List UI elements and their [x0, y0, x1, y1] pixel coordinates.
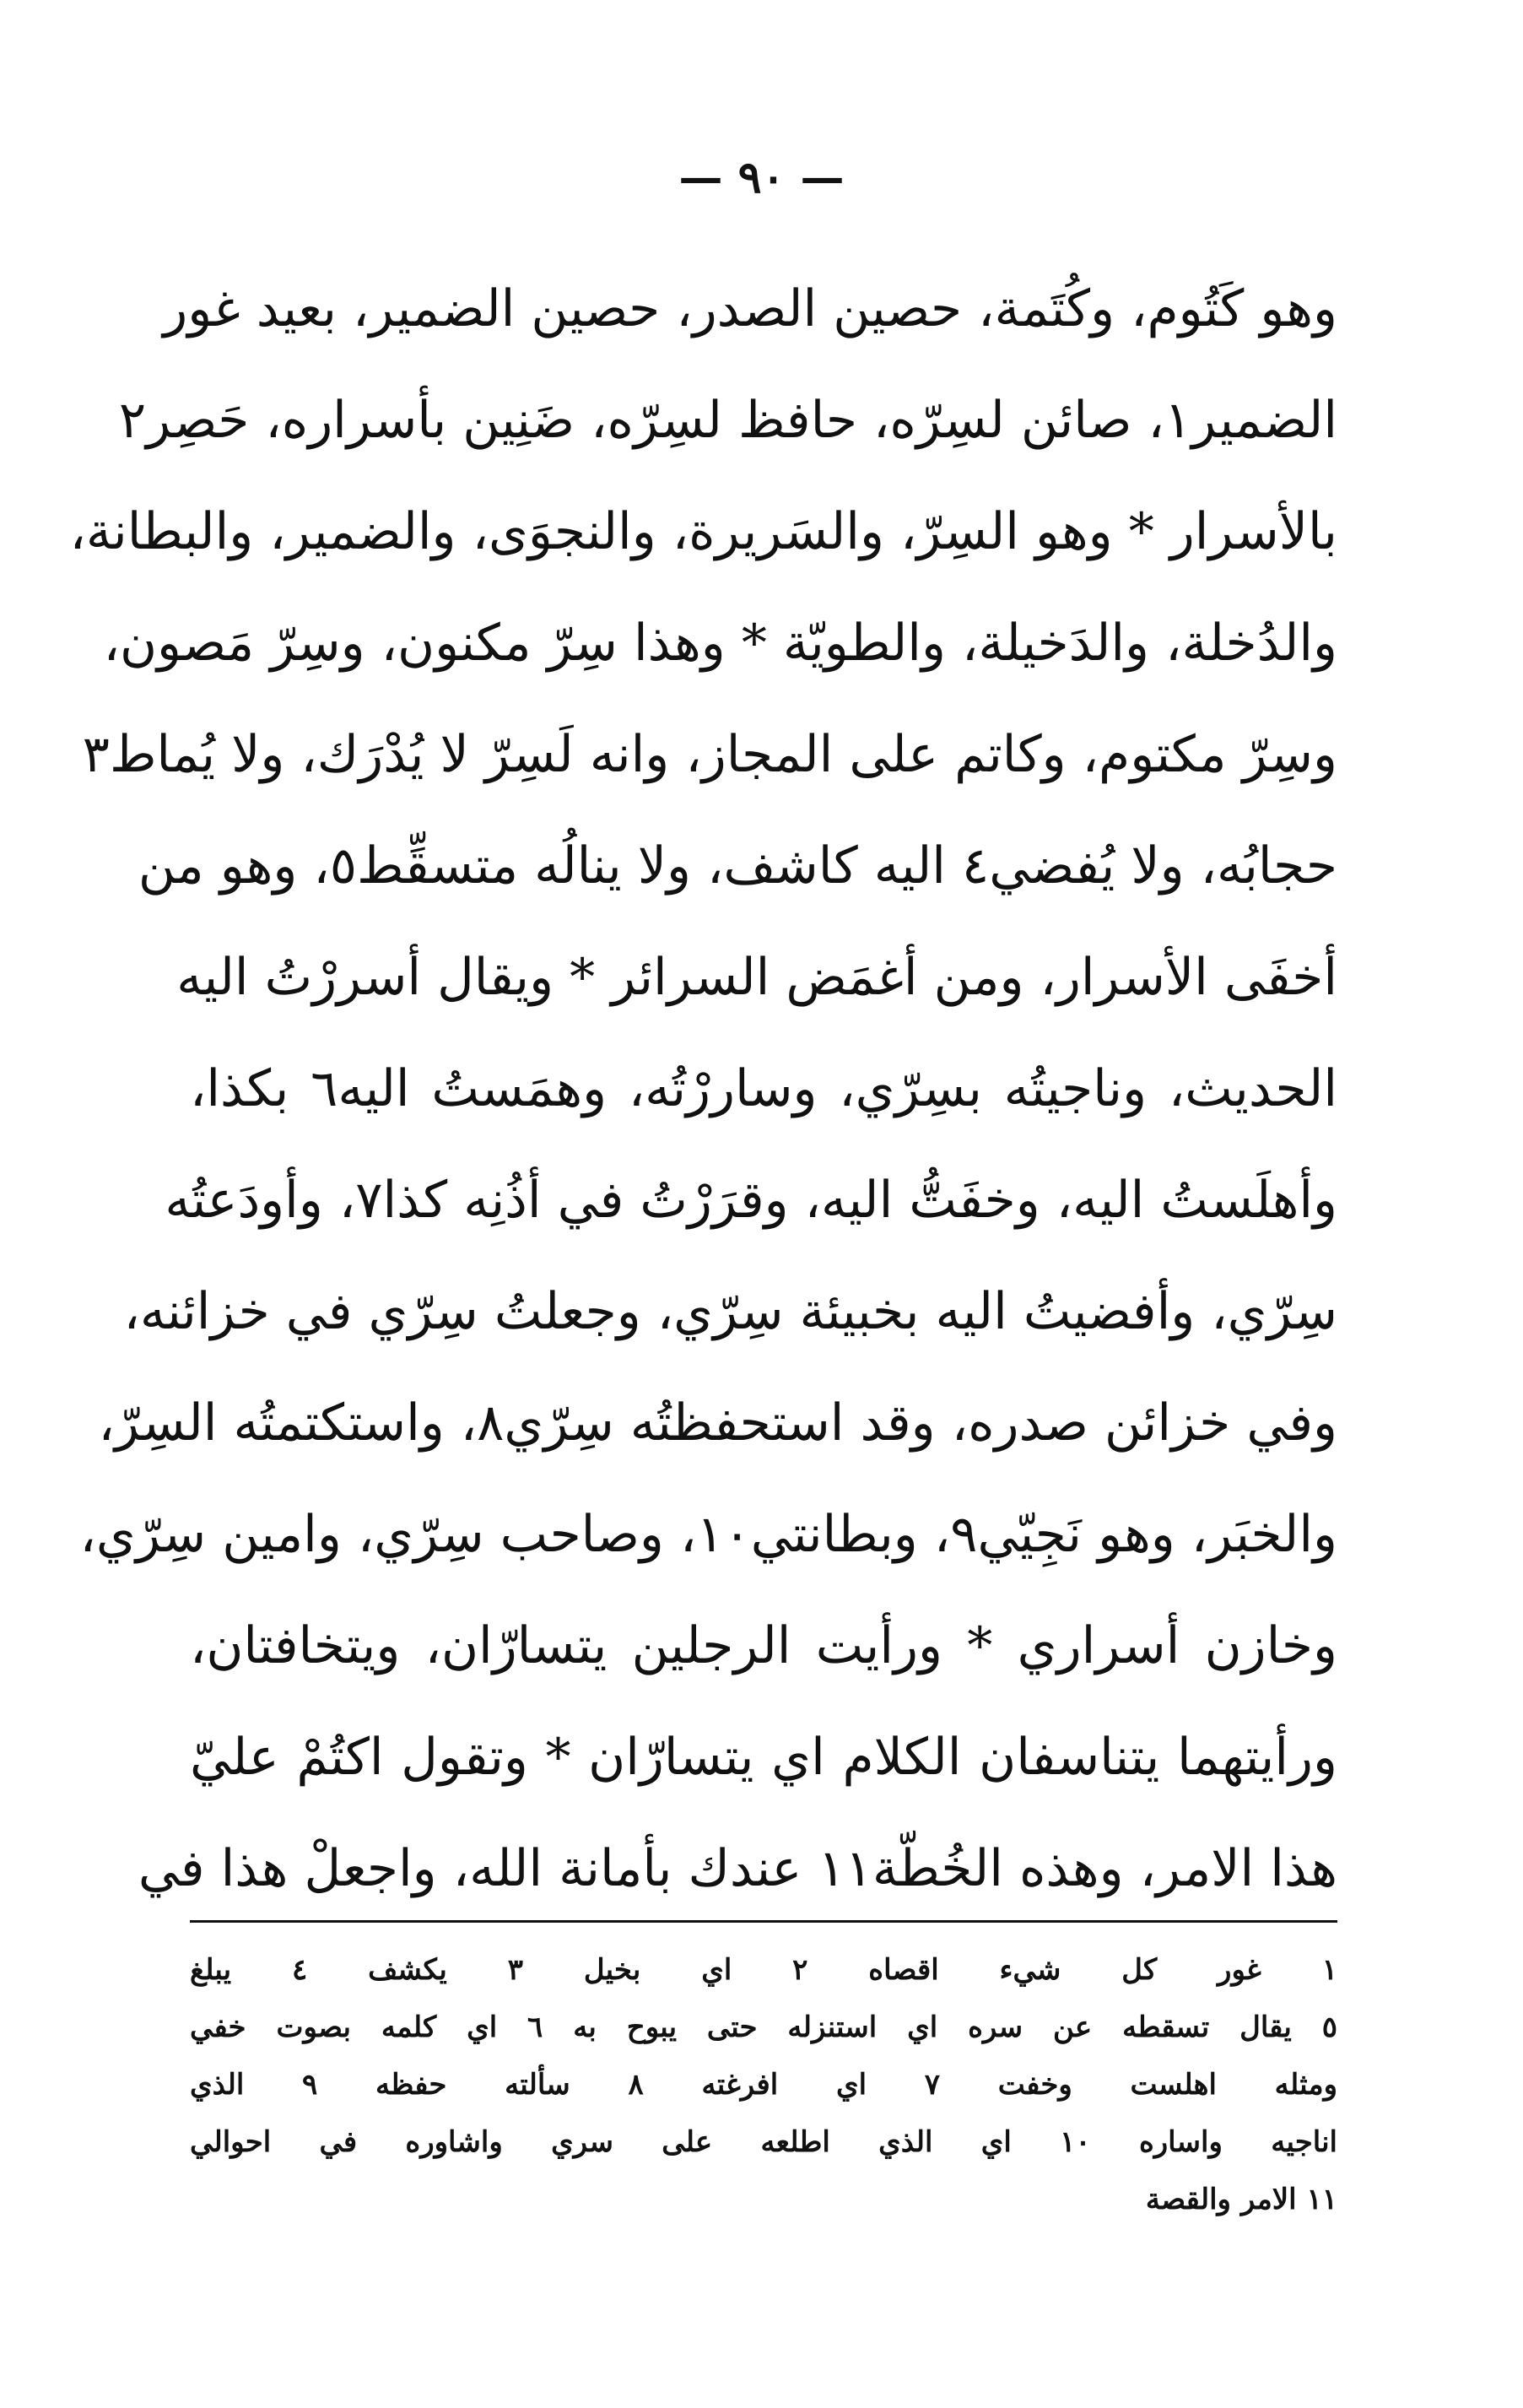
page-number: — ٩٠ — [678, 152, 845, 203]
footnotes [190, 1941, 1337, 2228]
body-line: وسِرّ مكتوم، وكاتم على المجاز، وانه لَسِرّ لا يُدْرَك، ولا يُماط٣ [82, 725, 1337, 784]
footnote-line: ١ غور كل شيء اقصاه ٢ اي بخيل ٣ يكشف ٤ يبلغ [190, 1953, 1337, 1987]
body-line: بالأسرار * وهو السِرّ، والسَريرة، والنجوَى، والضمير، والبطانة، [69, 502, 1337, 561]
footnote-line: ومثله اهلست وخفت ٧ اي افرغته ٨ سألته حفظه ٩ الذي [190, 2068, 1337, 2102]
body-line: والخبَر، وهو نَجِيّي٩، وبطانتي١٠، وصاحب سِرّي، وامين سِرّي، [79, 1505, 1337, 1564]
body-line: الضمير١، صائن لسِرّه، حافظ لسِرّه، ضَنِين بأسراره، حَصِر٢ [118, 391, 1337, 450]
body-line: وأهلَستُ اليه، وخفَتُّ اليه، وقرَرْتُ في أذُنِه كذا٧، وأودَعتُه [165, 1171, 1337, 1230]
body-line: وهو كَتُوم، وكُتَمة، حصين الصدر، حصين الضمير، بعيد غور [163, 279, 1337, 338]
footnote-line: ٥ يقال تسقطه عن سره اي استنزله حتى يبوح به ٦ اي كلمه بصوت خفي [190, 2010, 1337, 2044]
body-line: هذا الامر، وهذه الخُطّة١١ عندك بأمانة الله، واجعلْ هذا في [138, 1839, 1337, 1898]
footnote-divider [190, 1920, 1337, 1923]
body-text [69, 253, 1338, 1924]
footnote-line: ١١ الامر والقصة [1145, 2183, 1337, 2216]
body-line: أخفَى الأسرار، ومن أغمَض السرائر * ويقال أسررْتُ اليه [176, 948, 1337, 1007]
body-line: وفي خزائن صدره، وقد استحفظتُه سِرّي٨، واستكتمتُه السِرّ، [98, 1393, 1337, 1453]
footnote-line: اناجيه واساره ١٠ اي الذي اطلعه على سري واشاوره في احوالي [190, 2125, 1337, 2159]
body-line: سِرّي، وأفضيتُ اليه بخبيئة سِرّي، وجعلتُ سِرّي في خزائنه، [123, 1282, 1337, 1341]
body-line: الحديث، وناجيتُه بسِرّي، وساررْتُه، وهمَستُ اليه٦ بكذا، [190, 1059, 1338, 1118]
body-line: حجابُه، ولا يُفضي٤ اليه كاشف، ولا ينالُه متسقِّط٥، وهو من [138, 836, 1337, 896]
body-line: والدُخلة، والدَخيلة، والطويّة * وهذا سِرّ مكنون، وسِرّ مَصون، [103, 614, 1337, 673]
body-line: وخازن أسراري * ورأيت الرجلين يتسارّان، ويتخافتان، [190, 1616, 1337, 1675]
body-line: ورأيتهما يتناسفان الكلام اي يتسارّان * وتقول اكتُمْ عليّ [190, 1728, 1337, 1787]
